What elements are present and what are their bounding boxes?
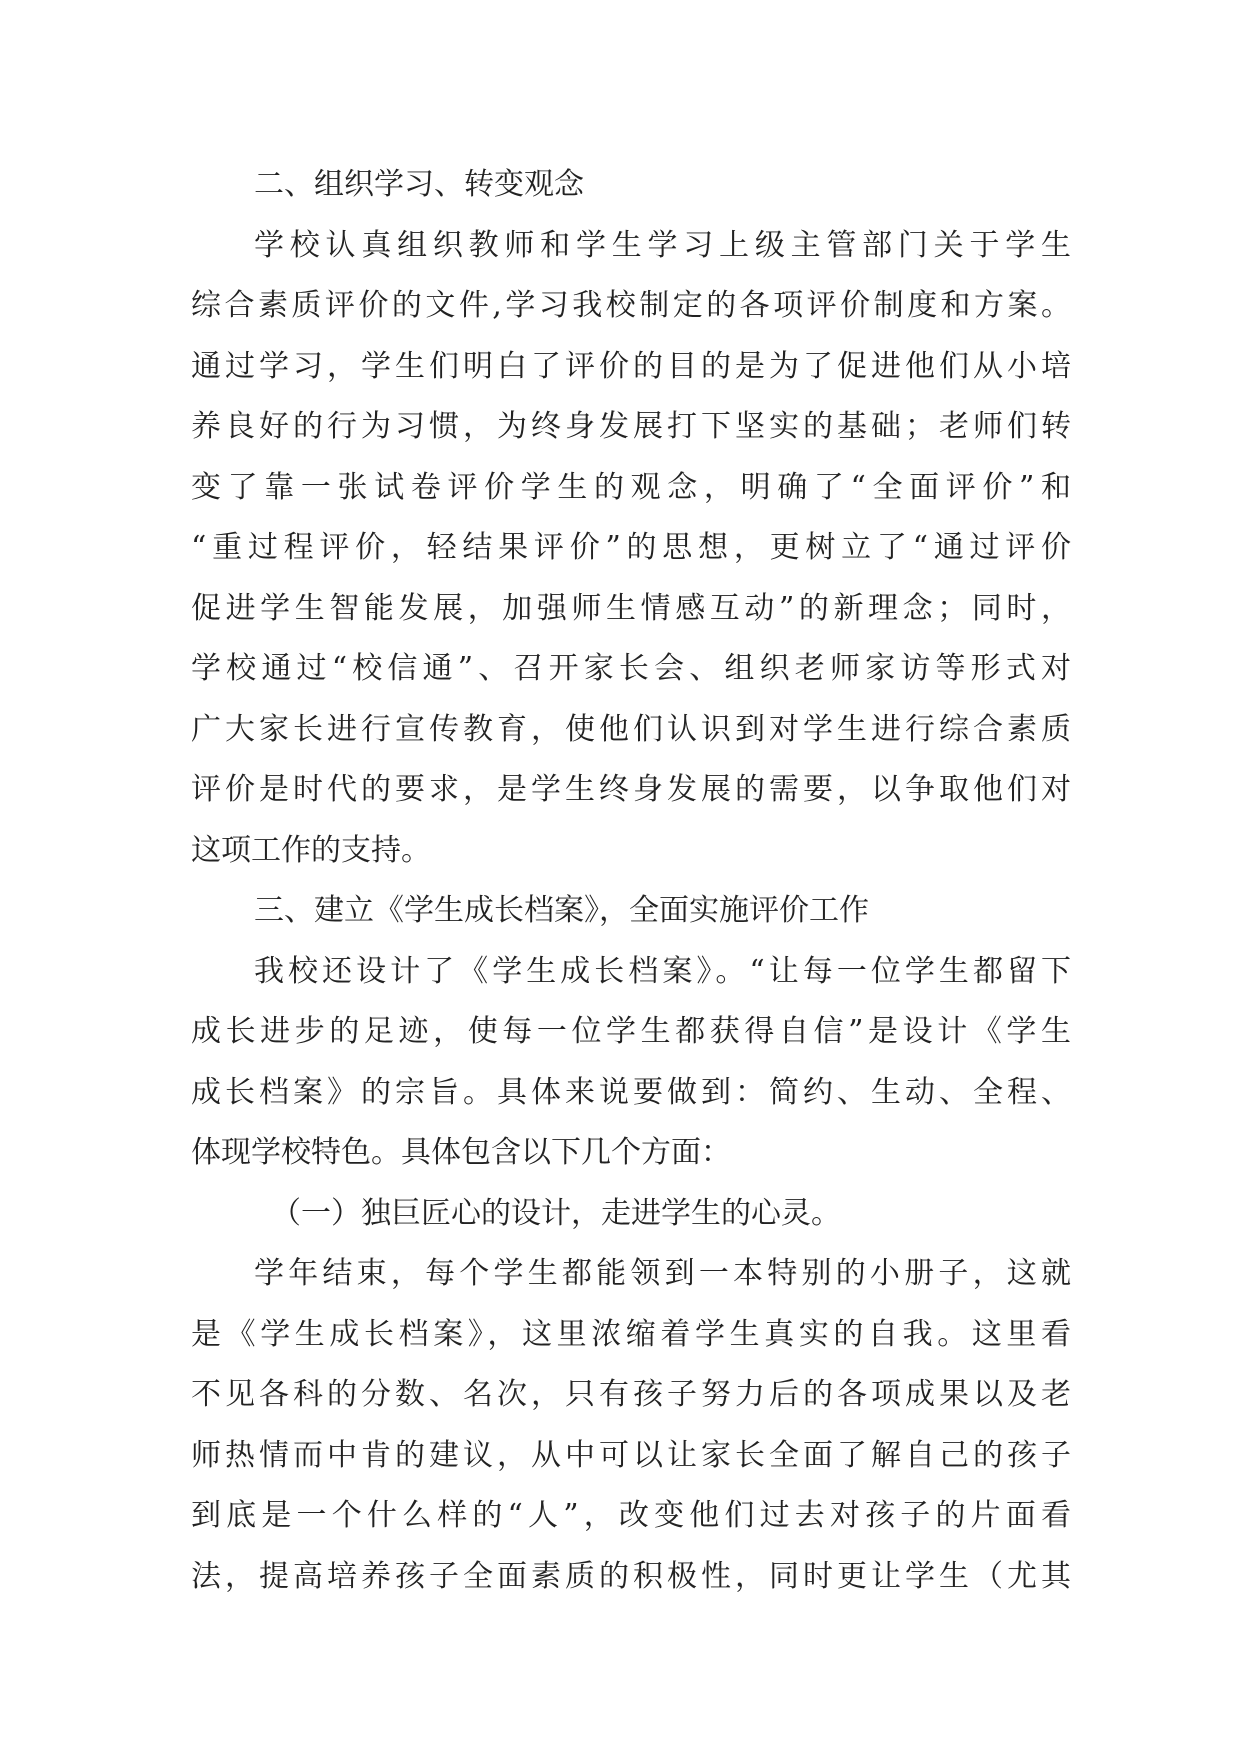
- paragraph-line: 这项工作的支持。: [191, 832, 431, 868]
- paragraph-line: 广大家长进行宣传教育，使他们认识到对学生进行综合素质: [191, 711, 1071, 747]
- paragraph-line: 学校通过“校信通”、召开家长会、组织老师家访等形式对: [191, 651, 1071, 686]
- paragraph-line: 综合素质评价的文件,学习我校制定的各项评价制度和方案。: [191, 288, 1071, 323]
- paragraph-line: 是《学生成长档案》，这里浓缩着学生真实的自我。这里看: [191, 1316, 1071, 1352]
- paragraph-line: 变了靠一张试卷评价学生的观念，明确了“全面评价”和: [191, 469, 1071, 505]
- paragraph-line: 学年结束，每个学生都能领到一本特别的小册子，这就: [254, 1256, 1071, 1291]
- paragraph-line: 我校还设计了《学生成长档案》。“让每一位学生都留下: [254, 953, 1071, 989]
- section-heading-3: 三、建立《学生成长档案》，全面实施评价工作: [254, 893, 869, 928]
- paragraph-line: 养良好的行为习惯，为终身发展打下坚实的基础；老师们转: [191, 409, 1071, 444]
- paragraph-line: 不见各科的分数、名次，只有孩子努力后的各项成果以及老: [191, 1377, 1071, 1412]
- document-body: [191, 155, 1071, 1607]
- paragraph-line: 评价是时代的要求，是学生终身发展的需要，以争取他们对: [191, 772, 1071, 807]
- paragraph-line: 通过学习，学生们明白了评价的目的是为了促进他们从小培: [191, 348, 1071, 384]
- paragraph-line: 体现学校特色。具体包含以下几个方面：: [191, 1135, 731, 1170]
- paragraph-line: 成长进步的足迹，使每一位学生都获得自信”是设计《学生: [191, 1014, 1071, 1049]
- paragraph-line: 促进学生智能发展，加强师生情感互动”的新理念；同时，: [191, 590, 1071, 626]
- paragraph-line: “重过程评价，轻结果评价”的思想，更树立了“通过评价: [191, 530, 1071, 565]
- paragraph-line: 到底是一个什么样的“人”，改变他们过去对孩子的片面看: [191, 1498, 1071, 1533]
- paragraph-line: 法，提高培养孩子全面素质的积极性，同时更让学生（尤其: [191, 1558, 1071, 1594]
- paragraph-line: 成长档案》的宗旨。具体来说要做到：简约、生动、全程、: [191, 1074, 1071, 1110]
- subsection-heading-1: （一）独巨匠心的设计，走进学生的心灵。: [271, 1195, 841, 1231]
- section-heading-2: 二、组织学习、转变观念: [254, 167, 584, 202]
- paragraph-line: 学校认真组织教师和学生学习上级主管部门关于学生: [254, 227, 1071, 263]
- paragraph-line: 师热情而中肯的建议，从中可以让家长全面了解自己的孩子: [191, 1437, 1071, 1473]
